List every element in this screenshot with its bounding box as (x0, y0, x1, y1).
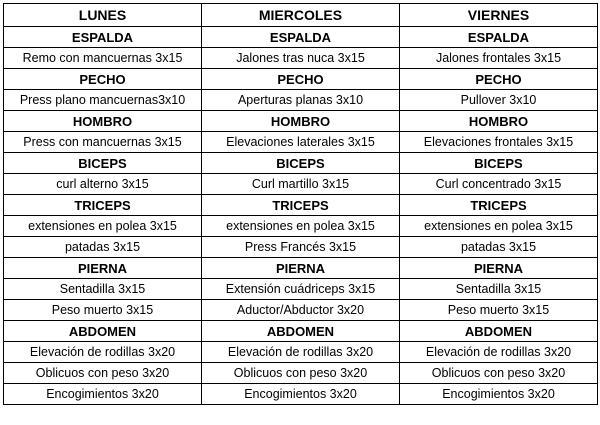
exercise-cell: Encogimientos 3x20 (400, 384, 598, 405)
exercise-cell: Aductor/Abductor 3x20 (202, 300, 400, 321)
muscle-group-cell: PIERNA (4, 258, 202, 279)
exercise-cell: Peso muerto 3x15 (400, 300, 598, 321)
muscle-group-cell: HOMBRO (202, 111, 400, 132)
exercise-row (4, 342, 598, 363)
exercise-cell: Curl concentrado 3x15 (400, 174, 598, 195)
exercise-row (4, 174, 598, 195)
exercise-cell: Jalones frontales 3x15 (400, 48, 598, 69)
exercise-cell: extensiones en polea 3x15 (400, 216, 598, 237)
muscle-group-cell: PECHO (400, 69, 598, 90)
muscle-group-cell: BICEPS (202, 153, 400, 174)
muscle-group-cell: BICEPS (4, 153, 202, 174)
exercise-row (4, 363, 598, 384)
muscle-group-cell: TRICEPS (202, 195, 400, 216)
muscle-group-cell: TRICEPS (400, 195, 598, 216)
muscle-group-cell: PECHO (202, 69, 400, 90)
exercise-cell: patadas 3x15 (4, 237, 202, 258)
muscle-group-cell: BICEPS (400, 153, 598, 174)
day-header: LUNES (4, 4, 202, 27)
exercise-cell: Press Francés 3x15 (202, 237, 400, 258)
muscle-group-cell: HOMBRO (4, 111, 202, 132)
table-body (4, 27, 598, 405)
exercise-cell: Oblicuos con peso 3x20 (400, 363, 598, 384)
exercise-row (4, 90, 598, 111)
muscle-group-cell: ESPALDA (202, 27, 400, 48)
table-header (4, 4, 598, 27)
muscle-group-row (4, 258, 598, 279)
exercise-cell: extensiones en polea 3x15 (4, 216, 202, 237)
exercise-cell: Encogimientos 3x20 (4, 384, 202, 405)
exercise-row (4, 237, 598, 258)
exercise-row (4, 48, 598, 69)
exercise-cell: Peso muerto 3x15 (4, 300, 202, 321)
exercise-cell: Extensión cuádriceps 3x15 (202, 279, 400, 300)
exercise-cell: Elevación de rodillas 3x20 (400, 342, 598, 363)
exercise-cell: Elevaciones frontales 3x15 (400, 132, 598, 153)
exercise-cell: Oblicuos con peso 3x20 (202, 363, 400, 384)
day-header-row (4, 4, 598, 27)
exercise-cell: Sentadilla 3x15 (400, 279, 598, 300)
exercise-cell: Aperturas planas 3x10 (202, 90, 400, 111)
muscle-group-cell: PIERNA (202, 258, 400, 279)
exercise-row (4, 216, 598, 237)
day-header: VIERNES (400, 4, 598, 27)
muscle-group-cell: ESPALDA (4, 27, 202, 48)
muscle-group-cell: ABDOMEN (202, 321, 400, 342)
exercise-cell: Oblicuos con peso 3x20 (4, 363, 202, 384)
exercise-cell: curl alterno 3x15 (4, 174, 202, 195)
exercise-row (4, 279, 598, 300)
exercise-cell: extensiones en polea 3x15 (202, 216, 400, 237)
muscle-group-row (4, 321, 598, 342)
muscle-group-cell: PIERNA (400, 258, 598, 279)
exercise-cell: Remo con mancuernas 3x15 (4, 48, 202, 69)
exercise-row (4, 384, 598, 405)
muscle-group-cell: HOMBRO (400, 111, 598, 132)
muscle-group-cell: ABDOMEN (400, 321, 598, 342)
exercise-row (4, 132, 598, 153)
muscle-group-row (4, 195, 598, 216)
exercise-cell: Elevaciones laterales 3x15 (202, 132, 400, 153)
day-header: MIERCOLES (202, 4, 400, 27)
muscle-group-cell: PECHO (4, 69, 202, 90)
muscle-group-row (4, 153, 598, 174)
exercise-cell: Press plano mancuernas3x10 (4, 90, 202, 111)
muscle-group-row (4, 69, 598, 90)
exercise-row (4, 300, 598, 321)
workout-routine-table (3, 3, 598, 405)
exercise-cell: Elevación de rodillas 3x20 (4, 342, 202, 363)
muscle-group-row (4, 27, 598, 48)
muscle-group-cell: TRICEPS (4, 195, 202, 216)
exercise-cell: patadas 3x15 (400, 237, 598, 258)
exercise-cell: Sentadilla 3x15 (4, 279, 202, 300)
muscle-group-cell: ABDOMEN (4, 321, 202, 342)
exercise-cell: Press con mancuernas 3x15 (4, 132, 202, 153)
muscle-group-cell: ESPALDA (400, 27, 598, 48)
exercise-cell: Curl martillo 3x15 (202, 174, 400, 195)
muscle-group-row (4, 111, 598, 132)
exercise-cell: Pullover 3x10 (400, 90, 598, 111)
exercise-cell: Encogimientos 3x20 (202, 384, 400, 405)
exercise-cell: Elevación de rodillas 3x20 (202, 342, 400, 363)
exercise-cell: Jalones tras nuca 3x15 (202, 48, 400, 69)
